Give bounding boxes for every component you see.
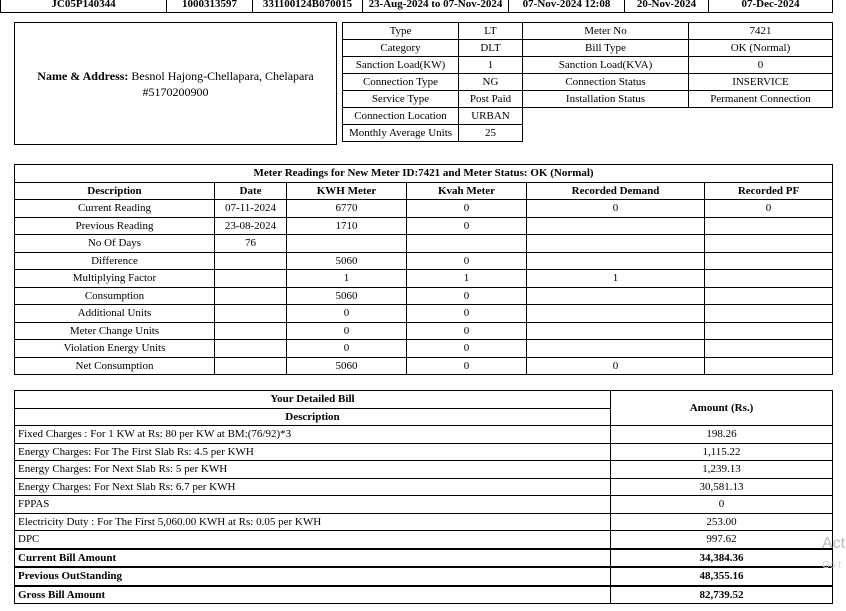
bill-description: Energy Charges: For The First Slab Rs: 4.5 per KWH: [15, 443, 611, 461]
meter-cell: [527, 305, 705, 323]
info-value: NG: [459, 74, 523, 91]
meter-cell: 0: [407, 305, 527, 323]
meter-cell: 5060: [287, 287, 407, 305]
bill-description: DPC: [15, 531, 611, 549]
bill-line-item: [15, 513, 833, 531]
meter-column-header: KWH Meter: [287, 182, 407, 200]
meter-cell: [527, 217, 705, 235]
meter-cell: Consumption: [15, 287, 215, 305]
name-address-label: Name & Address:: [37, 68, 129, 83]
info-value: DLT: [459, 40, 523, 57]
meter-cell: [215, 252, 287, 270]
meter-cell: 0: [287, 322, 407, 340]
meter-cell: 0: [407, 252, 527, 270]
table-row: [15, 235, 833, 253]
table-row: [15, 357, 833, 375]
info-row: [343, 108, 833, 125]
info-label: Service Type: [343, 91, 459, 108]
meter-cell: 0: [407, 340, 527, 358]
meter-cell: Current Reading: [15, 200, 215, 218]
bill-line-item: [15, 426, 833, 444]
info-row: [343, 91, 833, 108]
info-value: 0: [689, 57, 833, 74]
meter-cell: Multiplying Factor: [15, 270, 215, 288]
meter-column-header: Date: [215, 182, 287, 200]
bill-line-item: [15, 443, 833, 461]
bill-total-row: [15, 567, 833, 586]
meter-cell: 1710: [287, 217, 407, 235]
meter-cell: [705, 357, 833, 375]
meter-cell: [705, 217, 833, 235]
info-value: URBAN: [459, 108, 523, 125]
info-label: Type: [343, 23, 459, 40]
meter-cell: [287, 235, 407, 253]
meter-cell: 0: [407, 357, 527, 375]
table-row: [15, 322, 833, 340]
meter-cell: [705, 235, 833, 253]
meter-cell: Previous Reading: [15, 217, 215, 235]
meter-cell: 0: [527, 200, 705, 218]
bill-total-label: Previous OutStanding: [15, 567, 611, 586]
info-row: [343, 57, 833, 74]
bill-line-item: [15, 461, 833, 479]
bill-total-row: [15, 586, 833, 604]
info-label: Connection Location: [343, 108, 459, 125]
connection-info-table: [342, 22, 833, 142]
info-row: [343, 40, 833, 57]
info-blank: [523, 125, 833, 142]
strip-cell: 23-Aug-2024 to 07-Nov-2024: [363, 0, 509, 13]
meter-cell: [215, 357, 287, 375]
bill-total-label: Current Bill Amount: [15, 549, 611, 568]
meter-cell: [527, 252, 705, 270]
bill-total-amount: 48,355.16: [611, 567, 833, 586]
meter-cell: 5060: [287, 357, 407, 375]
bill-total-row: [15, 549, 833, 568]
meter-cell: [705, 340, 833, 358]
info-label: Meter No: [523, 23, 689, 40]
description-header: Description: [15, 408, 611, 426]
meter-cell: 1: [407, 270, 527, 288]
info-value: Permanent Connection: [689, 91, 833, 108]
bill-line-item: [15, 478, 833, 496]
name-address-box: [14, 22, 337, 145]
bill-amount: 1,115.22: [611, 443, 833, 461]
strip-cell: JC05P140344: [1, 0, 167, 13]
activate-watermark: Act: [822, 535, 846, 552]
bill-line-item: [15, 531, 833, 549]
meter-cell: [215, 305, 287, 323]
meter-cell: 0: [705, 200, 833, 218]
table-row: [15, 270, 833, 288]
table-row: [15, 287, 833, 305]
meter-cell: Additional Units: [15, 305, 215, 323]
meter-cell: [527, 340, 705, 358]
strip-cell: 1000313597: [167, 0, 253, 13]
info-label: Sanction Load(KW): [343, 57, 459, 74]
meter-cell: 0: [527, 357, 705, 375]
info-row: [343, 23, 833, 40]
meter-cell: Violation Energy Units: [15, 340, 215, 358]
info-row: [343, 125, 833, 142]
bill-amount: 1,239.13: [611, 461, 833, 479]
info-value: 25: [459, 125, 523, 142]
meter-column-header: Description: [15, 182, 215, 200]
bill-title: Your Detailed Bill: [15, 391, 611, 409]
meter-cell: Net Consumption: [15, 357, 215, 375]
table-row: [15, 305, 833, 323]
meter-readings-title: Meter Readings for New Meter ID:7421 and Meter Status: OK (Normal): [15, 165, 833, 183]
meter-cell: 0: [407, 200, 527, 218]
table-row: [15, 340, 833, 358]
bill-total-amount: 34,384.36: [611, 549, 833, 568]
info-label: Installation Status: [523, 91, 689, 108]
info-label: Monthly Average Units: [343, 125, 459, 142]
bill-amount: 0: [611, 496, 833, 514]
meter-cell: 07-11-2024: [215, 200, 287, 218]
meter-column-header: Recorded Demand: [527, 182, 705, 200]
meter-cell: No Of Days: [15, 235, 215, 253]
meter-cell: [215, 340, 287, 358]
meter-cell: [215, 287, 287, 305]
meter-cell: 76: [215, 235, 287, 253]
info-value: OK (Normal): [689, 40, 833, 57]
table-row: [15, 252, 833, 270]
meter-cell: [705, 322, 833, 340]
bill-total-amount: 82,739.52: [611, 586, 833, 604]
meter-cell: Difference: [15, 252, 215, 270]
amount-header: Amount (Rs.): [611, 391, 833, 426]
meter-cell: 6770: [287, 200, 407, 218]
meter-cell: [215, 270, 287, 288]
meter-cell: [705, 287, 833, 305]
info-blank: [523, 108, 833, 125]
meter-cell: [705, 252, 833, 270]
bill-description: Fixed Charges : For 1 KW at Rs: 80 per KW at BM:(76/92)*3: [15, 426, 611, 444]
strip-cell: 20-Nov-2024: [625, 0, 709, 13]
meter-cell: [407, 235, 527, 253]
meter-cell: 0: [407, 322, 527, 340]
meter-cell: Meter Change Units: [15, 322, 215, 340]
bill-line-item: [15, 496, 833, 514]
bill-description: Electricity Duty : For The First 5,060.00 KWH at Rs: 0.05 per KWH: [15, 513, 611, 531]
info-label: Connection Status: [523, 74, 689, 91]
bill-amount: 253.00: [611, 513, 833, 531]
meter-cell: 1: [527, 270, 705, 288]
bill-total-label: Gross Bill Amount: [15, 586, 611, 604]
info-value: 7421: [689, 23, 833, 40]
meter-cell: [527, 322, 705, 340]
info-value: INSERVICE: [689, 74, 833, 91]
info-label: Sanction Load(KVA): [523, 57, 689, 74]
meter-cell: 1: [287, 270, 407, 288]
meter-cell: 5060: [287, 252, 407, 270]
meter-cell: 0: [407, 217, 527, 235]
meter-cell: [527, 235, 705, 253]
meter-cell: 23-08-2024: [215, 217, 287, 235]
meter-cell: [215, 322, 287, 340]
name-address-value: Besnol Hajong-Chellapara, Chelapara #5170200900: [131, 68, 314, 99]
meter-cell: 0: [287, 305, 407, 323]
activate-watermark-sub: Go t: [822, 560, 841, 571]
strip-cell: 07-Dec-2024: [709, 0, 833, 13]
table-row: [15, 200, 833, 218]
detailed-bill-table: [14, 390, 833, 604]
bill-description: Energy Charges: For Next Slab Rs: 6.7 per KWH: [15, 478, 611, 496]
strip-cell: 07-Nov-2024 12:08: [509, 0, 625, 13]
meter-readings-table: [14, 164, 833, 375]
info-row: [343, 74, 833, 91]
bill-description: FPPAS: [15, 496, 611, 514]
meter-cell: 0: [287, 340, 407, 358]
meter-column-header: Kvah Meter: [407, 182, 527, 200]
info-value: LT: [459, 23, 523, 40]
bill-amount: 30,581.13: [611, 478, 833, 496]
table-row: [15, 217, 833, 235]
info-value: 1: [459, 57, 523, 74]
meter-cell: [705, 270, 833, 288]
info-label: Connection Type: [343, 74, 459, 91]
bill-amount: 997.62: [611, 531, 833, 549]
strip-cell: 331100124B070015: [253, 0, 363, 13]
info-label: Bill Type: [523, 40, 689, 57]
meter-column-header: Recorded PF: [705, 182, 833, 200]
header-strip: [0, 0, 833, 13]
bill-description: Energy Charges: For Next Slab Rs: 5 per KWH: [15, 461, 611, 479]
info-value: Post Paid: [459, 91, 523, 108]
info-label: Category: [343, 40, 459, 57]
bill-amount: 198.26: [611, 426, 833, 444]
meter-cell: [705, 305, 833, 323]
meter-cell: 0: [407, 287, 527, 305]
meter-cell: [527, 287, 705, 305]
